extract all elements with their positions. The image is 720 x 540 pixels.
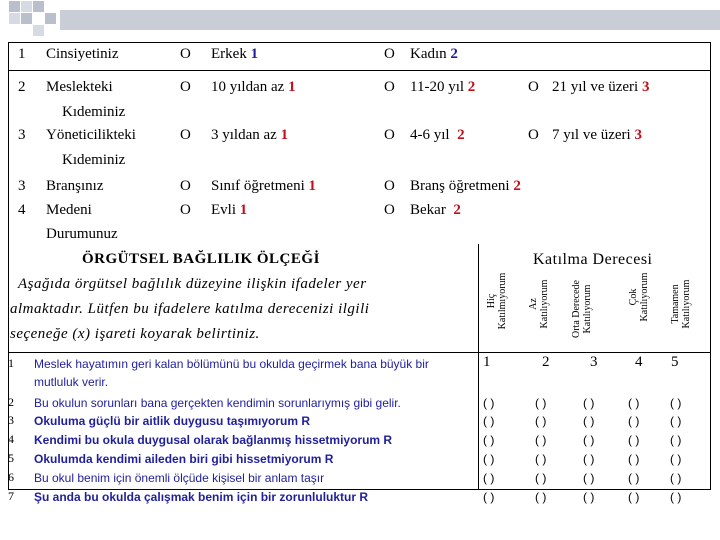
row-number: 2 [18,79,26,95]
option-mark[interactable]: O [384,127,395,143]
decor-square [32,24,45,37]
option-code: 2 [467,79,476,95]
answer-choice[interactable]: ( ) [535,396,547,410]
answer-choice[interactable]: ( ) [628,396,640,410]
answer-choice[interactable]: ( ) [628,452,640,466]
answer-choice[interactable]: ( ) [483,433,495,447]
answer-choice[interactable]: ( ) [535,471,547,485]
option-4-6: 4-6 yıl 2 [410,127,465,143]
level-label-5: Tamamen Katılıyorum [670,279,692,329]
answer-choice[interactable]: ( ) [628,471,640,485]
answer-choice[interactable]: ( ) [483,396,495,410]
item-text: Meslek hayatımın geri kalan bölümünü bu okulda geçirmek bana büyük bir [34,357,429,371]
question-label-admin-seniority-cont: Kıdeminiz [62,152,126,168]
answer-choice[interactable]: ( ) [670,490,682,504]
decor-header-bar [60,10,720,30]
item-number: 4 [8,432,14,446]
option-code: 1 [239,202,248,218]
option-code: 2 [450,46,458,62]
level-value: 1 [483,354,491,370]
option-7-plus: 7 yıl ve üzeri 3 [552,127,642,143]
answer-choice[interactable]: ( ) [583,490,595,504]
option-under-10: 10 yıldan az 1 [211,79,296,95]
option-married: Evli 1 [211,202,248,218]
answer-choice[interactable]: ( ) [670,471,682,485]
answer-choice[interactable]: ( ) [483,414,495,428]
item-text: Şu anda bu okulda çalışmak benim için bir zorunluluktur R [34,490,369,504]
answer-choice[interactable]: ( ) [535,433,547,447]
answer-choice[interactable]: ( ) [628,490,640,504]
option-mark[interactable]: O [180,202,191,218]
option-code: 1 [250,46,259,62]
level-label-2: Az Katılıyorum [528,279,550,329]
item-number: 7 [8,489,14,503]
option-mark[interactable]: O [180,79,191,95]
option-under-3: 3 yıldan az 1 [211,127,289,143]
scale-title: ÖRGÜTSEL BAĞLILIK ÖLÇEĞİ [82,251,320,267]
participation-degree-title: Katılma Derecesi [533,251,653,268]
question-label-seniority: Meslekteki [46,79,113,95]
answer-choice[interactable]: ( ) [535,452,547,466]
row-number: 3 [18,127,26,143]
item-number: 6 [8,470,14,484]
question-label-marital: Medeni [46,202,92,218]
level-value: 4 [635,354,643,370]
option-mark[interactable]: O [384,79,395,95]
answer-choice[interactable]: ( ) [535,414,547,428]
level-value: 5 [671,354,679,370]
option-code: 2 [457,127,465,143]
answer-choice[interactable]: ( ) [670,396,682,410]
answer-choice[interactable]: ( ) [670,414,682,428]
item-number: 1 [8,356,14,370]
row-number: 3 [18,178,26,194]
answer-choice[interactable]: ( ) [483,452,495,466]
decor-square [44,12,57,25]
item-text-cont: mutluluk verir. [34,375,109,389]
item-number: 3 [8,413,14,427]
option-mark[interactable]: O [384,202,395,218]
answer-choice[interactable]: ( ) [670,452,682,466]
option-mark[interactable]: O [528,79,539,95]
option-mark[interactable]: O [180,127,191,143]
level-label-3: Orta Derecede Katılıyorum [571,280,593,339]
answer-choice[interactable]: ( ) [535,490,547,504]
item-text: Bu okul benim için önemli ölçüde kişisel bir anlam taşır [34,471,325,485]
question-label-branch: Branşınız [46,178,104,194]
answer-choice[interactable]: ( ) [583,414,595,428]
item-text: Kendimi bu okula duygusal olarak bağlanmış hissetmiyorum R [34,433,393,447]
option-branch-teacher: Branş öğretmeni 2 [410,178,521,194]
answer-choice[interactable]: ( ) [583,452,595,466]
option-mark[interactable]: O [384,178,395,194]
item-text: Okuluma güçlü bir aitlik duygusu taşımıyorum R [34,414,311,428]
scale-instructions-line1: Aşağıda örgütsel bağlılık düzeyine ilişkin ifadeler yer [18,276,367,292]
level-label-1: Hiç Katılmıyorum [486,272,508,330]
option-code: 1 [308,178,316,194]
level-value: 2 [542,354,550,370]
level-label-4: Çok Katılıyorum [628,272,650,322]
scale-instructions-line2: almaktadır. Lütfen bu ifadelere katılma derecenizi ilgili [10,301,370,317]
option-male: Erkek 1 [211,46,259,62]
answer-choice[interactable]: ( ) [628,414,640,428]
option-code: 1 [280,127,289,143]
option-single: Bekar 2 [410,202,461,218]
item-number: 5 [8,451,14,465]
option-code: 3 [641,79,650,95]
question-label-seniority-cont: Kıdeminiz [62,104,126,120]
option-class-teacher: Sınıf öğretmeni 1 [211,178,316,194]
row-number: 4 [18,202,26,218]
option-code: 3 [634,127,642,143]
option-code: 2 [453,202,461,218]
option-mark[interactable]: O [180,46,191,62]
level-value: 3 [590,354,598,370]
item-text: Bu okulun sorunları bana gerçekten kendimin sorunlarıymış gibi gelir. [34,396,401,410]
answer-choice[interactable]: ( ) [670,433,682,447]
option-code: 1 [288,79,296,95]
question-label-admin-seniority: Yöneticilikteki [46,127,136,143]
answer-choice[interactable]: ( ) [583,471,595,485]
scale-header-divider [478,244,479,490]
item-text: Okulumda kendimi aileden biri gibi hissetmiyorum R [34,452,334,466]
option-female: Kadın 2 [410,46,458,62]
option-code: 2 [513,178,521,194]
row-number: 1 [18,46,26,62]
option-11-20: 11-20 yıl 2 [410,79,476,95]
question-label-marital-cont: Durumunuz [46,226,118,242]
answer-choice[interactable]: ( ) [483,471,495,485]
table-border-right [710,42,711,490]
scale-instructions-line3: seçeneğe (x) işareti koyarak belirtiniz. [10,326,260,342]
answer-choice[interactable]: ( ) [483,490,495,504]
question-label-gender: Cinsiyetiniz [46,46,119,62]
option-mark[interactable]: O [384,46,395,62]
item-number: 2 [8,395,14,409]
option-21-plus: 21 yıl ve üzeri 3 [552,79,650,95]
option-mark[interactable]: O [180,178,191,194]
table-row-divider [8,70,710,71]
table-border-top [8,42,710,43]
answer-choice[interactable]: ( ) [583,433,595,447]
scale-header-line [8,352,710,353]
option-mark[interactable]: O [528,127,539,143]
answer-choice[interactable]: ( ) [583,396,595,410]
answer-choice[interactable]: ( ) [628,433,640,447]
